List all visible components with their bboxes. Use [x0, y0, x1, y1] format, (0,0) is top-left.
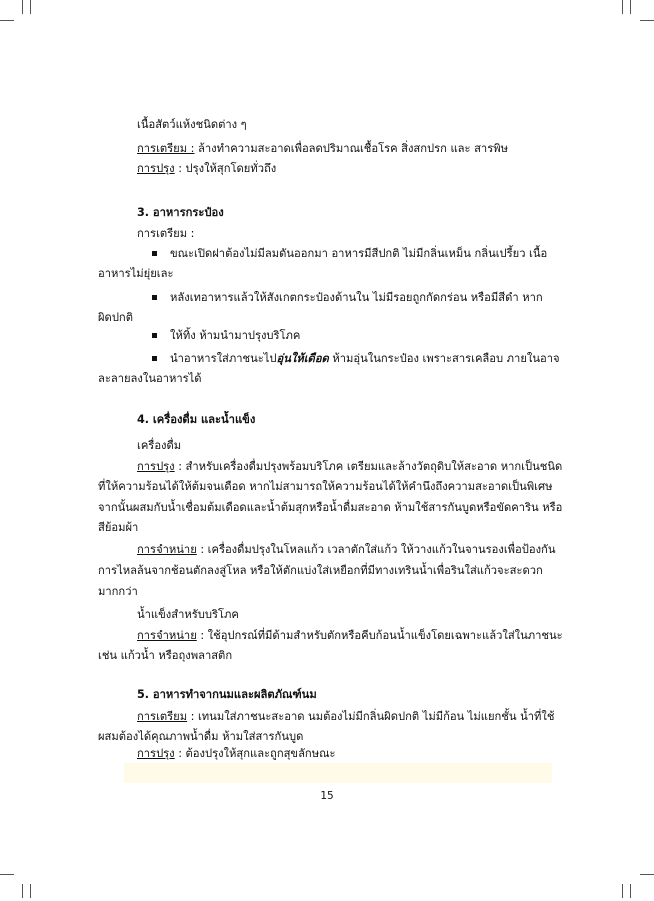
- section-heading: 5. อาหารทำจากนมและผลิตภัณฑ์นม: [137, 688, 317, 701]
- paragraph: [137, 139, 508, 159]
- sub-heading: น้ำแข็งสำหรับบริโภค: [137, 608, 239, 621]
- label-cooking: การปรุง: [137, 162, 175, 175]
- bullet-text: อาหารไม่ยุ่ยเละ: [98, 267, 174, 280]
- paragraph: ผสมต้องได้คุณภาพน้ำดื่ม ห้ามใส่สารกันบูด: [98, 730, 304, 743]
- bullet-text: นำอาหารใส่ภาชนะไปอุ่นให้เดือด ห้ามอุ่นในกระป๋อง เพราะสารเคลือบ ภายในอาจ: [170, 352, 560, 365]
- paragraph: การจำหน่าย : เครื่องดื่มปรุงในโหลแก้ว เวลาตักใส่แก้ว ให้วางแก้วในจานรองเพื่อป้องกัน: [137, 543, 556, 556]
- bullet-icon: [152, 295, 157, 300]
- label-preparation: การเตรียม :: [137, 142, 195, 155]
- paragraph: เนื้อสัตว์แห้งชนิดต่าง ๆ: [137, 118, 247, 131]
- paragraph: การเตรียม : เทนมใส่ภาชนะสะอาด นมต้องไม่มีกลิ่นผิดปกติ ไม่มีก้อน ไม่แยกชั้น น้ำที่ใช้: [137, 710, 555, 723]
- paragraph: มากกว่า: [98, 585, 138, 598]
- paragraph: การปรุง : สำหรับเครื่องดื่มปรุงพร้อมบริโภค เตรียมและล้างวัตถุดิบให้สะอาด หากเป็นชนิด: [137, 460, 563, 473]
- bullet-icon: [152, 251, 157, 256]
- paragraph: สีย้อมผ้า: [98, 521, 139, 534]
- bullet-text: ผิดปกติ: [98, 311, 133, 324]
- label-preparation: การเตรียม: [137, 710, 188, 723]
- paragraph: เช่น แก้วน้ำ หรือถุงพลาสติก: [98, 649, 233, 662]
- sub-heading: เครื่องดื่ม: [137, 439, 182, 452]
- paragraph: การไหลล้นจากช้อนตักลงสู่โหล หรือให้ตักแบ่งใส่เหยือกที่มีทางเทรินน้ำเพื่อรินใส่แก้วจะสะดวก: [98, 564, 543, 577]
- section-heading: 3. อาหารกระป๋อง: [137, 206, 224, 219]
- section-heading: 4. เครื่องดื่ม และน้ำแข็ง: [137, 413, 256, 426]
- label-distribution: การจำหน่าย: [137, 543, 197, 556]
- paragraph-text: : ปรุงให้สุกโดยทั่วถึง: [174, 162, 277, 175]
- emphasis: อุ่นให้เดือด: [276, 352, 329, 365]
- highlight-band: [124, 763, 552, 783]
- page-number: 15: [320, 790, 334, 802]
- label-cooking: การปรุง: [137, 460, 175, 473]
- paragraph: จากนั้นผสมกับน้ำเชื่อมต้มเดือดและน้ำต้มสุกหรือน้ำดื่มสะอาด ห้ามใช้สารกันบูดหรือขัดคาริน หรือ: [98, 501, 563, 514]
- bullet-icon: [152, 333, 157, 338]
- paragraph-text: ล้างทำความสะอาดเพื่อลดปริมาณเชื้อโรค สิ่งสกปรก และ สารพิษ: [194, 142, 508, 155]
- paragraph: การเตรียม :: [137, 227, 195, 240]
- bullet-icon: [152, 356, 157, 361]
- paragraph: ที่ให้ความร้อนได้ให้ต้มจนเดือด หากไม่สามารถให้ความร้อนได้ให้คำนึงถึงความสะอาดเป็นพิเศษ: [98, 480, 553, 493]
- bullet-text: ให้ทิ้ง ห้ามนำมาปรุงบริโภค: [170, 329, 301, 342]
- label-distribution: การจำหน่าย: [137, 629, 197, 642]
- bullet-text: ขณะเปิดฝาต้องไม่มีลมดันออกมา อาหารมีสีปกติ ไม่มีกลิ่นเหม็น กลิ่นเปรี้ยว เนื้อ: [170, 247, 548, 260]
- bullet-text: ละลายลงในอาหารได้: [98, 372, 202, 385]
- paragraph: การปรุง : ต้องปรุงให้สุกและถูกสุขลักษณะ: [137, 747, 336, 760]
- paragraph: การจำหน่าย : ใช้อุปกรณ์ที่มีด้ามสำหรับตักหรือคีบก้อนน้ำแข็งโดยเฉพาะแล้วใส่ในภาชนะ: [137, 629, 563, 642]
- paragraph: [137, 159, 276, 179]
- label-cooking: การปรุง: [137, 747, 175, 760]
- bullet-text: หลังเทอาหารแล้วให้สังเกตกระป๋องด้านใน ไม่มีรอยถูกกัดกร่อน หรือมีสีดำ หาก: [170, 291, 543, 304]
